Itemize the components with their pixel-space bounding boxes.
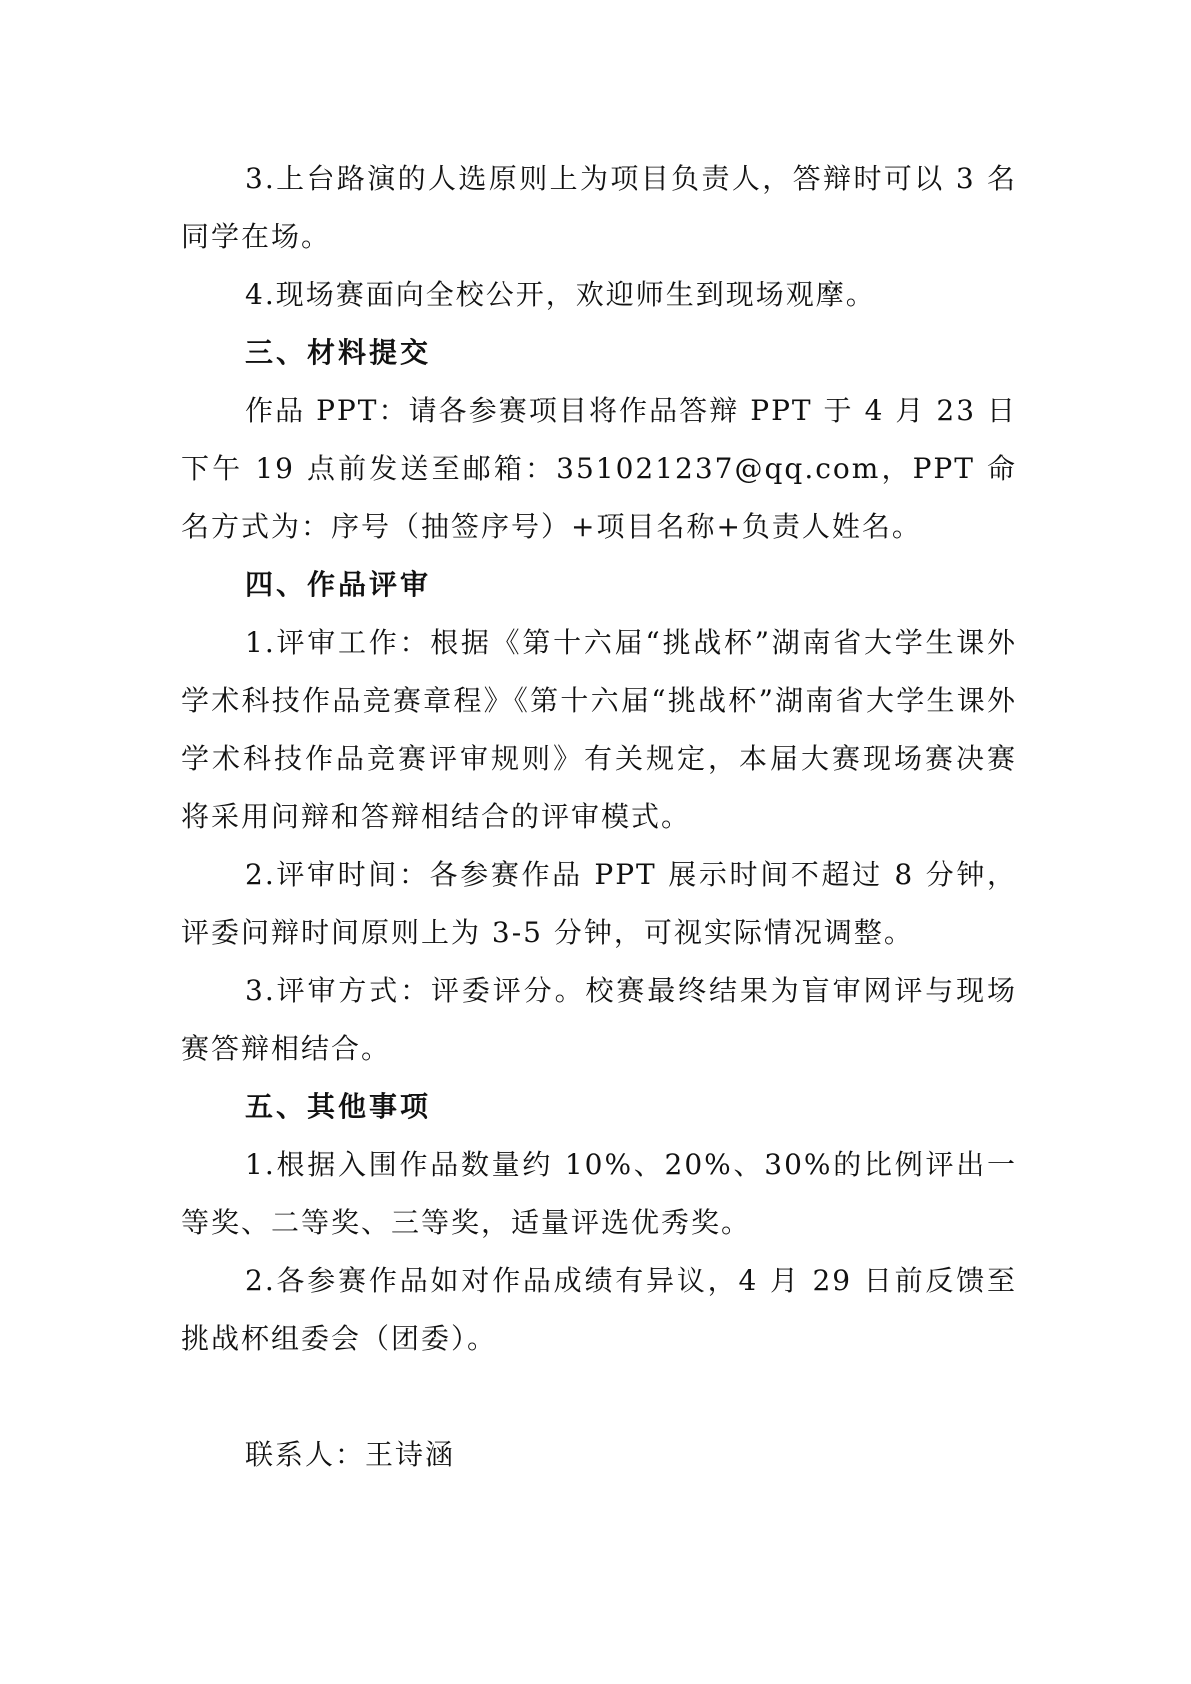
section-heading-materials: 三、材料提交	[245, 336, 432, 369]
document-body	[181, 150, 1017, 1484]
paragraph-review-time: 2.评审时间：各参赛作品 PPT 展示时间不超过 8 分钟，评委问辩时间原则上为 3-5 分钟，可视实际情况调整。	[181, 858, 1017, 949]
paragraph-public-viewing: 4.现场赛面向全校公开，欢迎师生到现场观摩。	[245, 278, 876, 311]
paragraph-objection: 2.各参赛作品如对作品成绩有异议，4 月 29 日前反馈至挑战杯组委会（团委）。	[181, 1264, 1017, 1355]
section-heading-review: 四、作品评审	[245, 568, 432, 601]
contact-person: 联系人：王诗涵	[245, 1438, 456, 1471]
blank-line	[181, 1368, 1017, 1426]
paragraph-review-work: 1.评审工作：根据《第十六届“挑战杯”湖南省大学生课外学术科技作品竞赛章程》《第十六届“挑战杯”湖南省大学生课外学术科技作品竞赛评审规则》有关规定，本届大赛现场赛决赛将采用问辩和答辩相结合的评审模式。	[181, 626, 1017, 833]
paragraph-roadshow-presenter: 3.上台路演的人选原则上为项目负责人，答辩时可以 3 名同学在场。	[181, 162, 1017, 253]
section-heading-other: 五、其他事项	[245, 1090, 432, 1123]
paragraph-awards: 1.根据入围作品数量约 10%、20%、30%的比例评出一等奖、二等奖、三等奖，适量评选优秀奖。	[181, 1148, 1017, 1239]
paragraph-review-method: 3.评审方式：评委评分。校赛最终结果为盲审网评与现场赛答辩相结合。	[181, 974, 1017, 1065]
paragraph-ppt-submission: 作品 PPT：请各参赛项目将作品答辩 PPT 于 4 月 23 日下午 19 点前发送至邮箱：351021237@qq.com，PPT 命名方式为：序号（抽签序号）+项目名称+负责人姓名。	[181, 394, 1017, 543]
